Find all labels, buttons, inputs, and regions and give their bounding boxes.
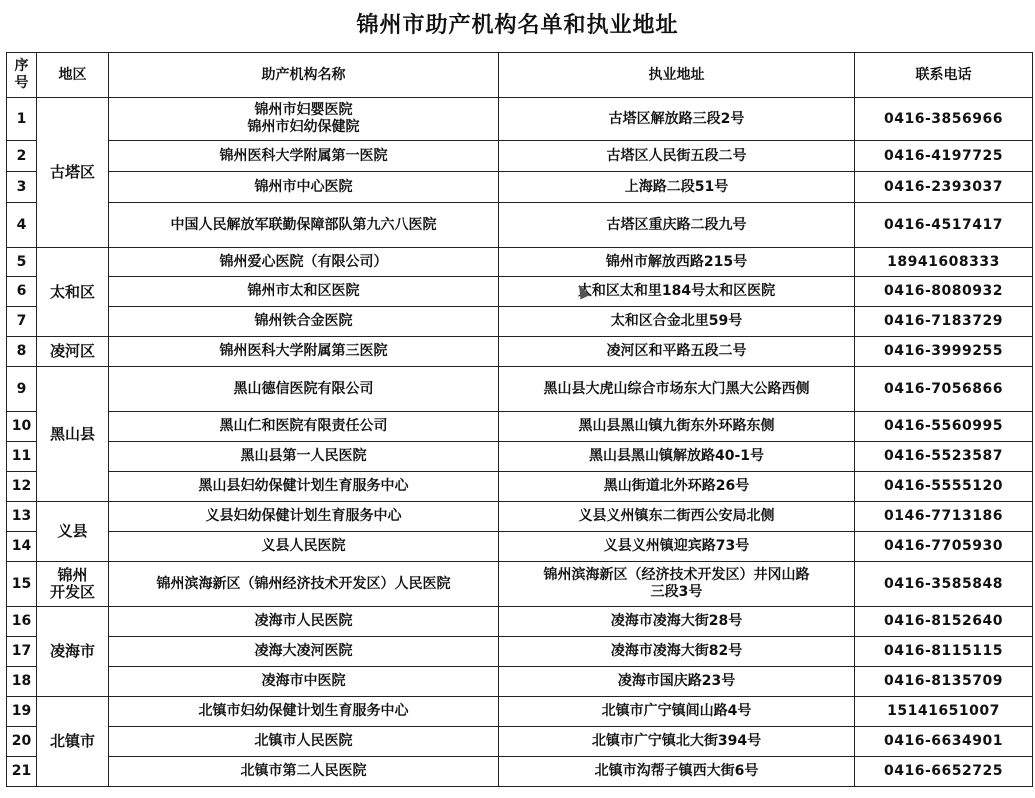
institution-table	[6, 52, 1033, 787]
institution-name	[109, 757, 499, 787]
row-seq: 7	[7, 307, 37, 337]
institution-address	[499, 697, 855, 727]
institution-name	[109, 442, 499, 472]
institution-name	[109, 562, 499, 607]
row-seq: 3	[7, 172, 37, 203]
institution-name-line: 北镇市妇幼保健计划生育服务中心	[198, 703, 409, 719]
header-seq: 序 号	[7, 53, 37, 98]
row-seq: 6	[7, 277, 37, 307]
header-district: 地区	[37, 53, 109, 98]
institution-address	[499, 307, 855, 337]
row-seq: 8	[7, 337, 37, 367]
institution-address	[499, 248, 855, 277]
institution-address-line: 义县义州镇迎宾路73号	[603, 538, 750, 554]
institution-address-line: 凌河区和平路五段二号	[606, 343, 747, 359]
institution-address-line: 黑山街道北外环路26号	[603, 478, 750, 494]
table-row	[7, 277, 1033, 307]
table-row	[7, 412, 1033, 442]
institution-address	[499, 367, 855, 412]
district-cell	[37, 502, 109, 562]
institution-name	[109, 637, 499, 667]
table-row	[7, 607, 1033, 637]
row-seq: 4	[7, 203, 37, 248]
institution-address-line: 三段3号	[650, 584, 703, 600]
institution-address-line: 黑山县黑山镇九街东外环路东侧	[578, 418, 775, 434]
institution-name	[109, 248, 499, 277]
row-seq: 12	[7, 472, 37, 502]
table-row	[7, 532, 1033, 562]
institution-name-line: 北镇市第二人民医院	[240, 763, 367, 779]
contact-phone: 0416-7056866	[855, 367, 1033, 412]
contact-phone: 0416-4197725	[855, 141, 1033, 172]
institution-name	[109, 141, 499, 172]
row-seq: 20	[7, 727, 37, 757]
row-seq: 1	[7, 98, 37, 141]
header-address: 执业地址	[499, 53, 855, 98]
institution-name	[109, 203, 499, 248]
institution-name-line: 锦州铁合金医院	[254, 313, 353, 329]
contact-phone: 0416-5523587	[855, 442, 1033, 472]
institution-name-line: 凌海大凌河医院	[254, 643, 353, 659]
institution-name-line: 黑山仁和医院有限责任公司	[219, 418, 388, 434]
institution-address	[499, 502, 855, 532]
table-row	[7, 697, 1033, 727]
table-row	[7, 562, 1033, 607]
institution-address	[499, 667, 855, 697]
institution-address-line: 凌海市凌海大街82号	[610, 643, 743, 659]
institution-name	[109, 502, 499, 532]
institution-name-line: 锦州爱心医院（有限公司）	[219, 253, 388, 270]
institution-name-line: 锦州滨海新区（锦州经济技术开发区）人民医院	[156, 575, 451, 592]
contact-phone: 0416-4517417	[855, 203, 1033, 248]
document-title: 锦州市助产机构名单和执业地址	[356, 13, 679, 38]
contact-phone: 0416-6652725	[855, 757, 1033, 787]
table-row	[7, 203, 1033, 248]
contact-phone: 0416-5555120	[855, 472, 1033, 502]
row-seq: 11	[7, 442, 37, 472]
contact-phone: 0416-8115115	[855, 637, 1033, 667]
table-row	[7, 442, 1033, 472]
institution-name	[109, 367, 499, 412]
district-cell	[37, 248, 109, 337]
institution-address-line: 北镇市沟帮子镇西大街6号	[594, 763, 759, 779]
institution-address	[499, 532, 855, 562]
institution-address	[499, 727, 855, 757]
institution-address-line: 凌海市国庆路23号	[617, 673, 736, 689]
header-phone: 联系电话	[855, 53, 1033, 98]
row-seq: 2	[7, 141, 37, 172]
header-institution: 助产机构名称	[109, 53, 499, 98]
institution-name	[109, 307, 499, 337]
institution-name-line: 义县人民医院	[261, 538, 346, 554]
institution-name-line: 锦州市中心医院	[254, 178, 353, 195]
contact-phone: 0416-3999255	[855, 337, 1033, 367]
institution-address	[499, 562, 855, 607]
contact-phone: 0416-8152640	[855, 607, 1033, 637]
institution-name	[109, 98, 499, 141]
institution-name	[109, 172, 499, 203]
row-seq: 14	[7, 532, 37, 562]
table-row	[7, 667, 1033, 697]
table-row	[7, 637, 1033, 667]
district-cell	[37, 562, 109, 607]
table-row	[7, 727, 1033, 757]
institution-address-line: 锦州市解放西路215号	[605, 253, 748, 270]
contact-phone: 0416-8080932	[855, 277, 1033, 307]
institution-address-line: 太和区太和里184号太和区医院	[577, 283, 776, 299]
table-row	[7, 98, 1033, 141]
institution-address	[499, 637, 855, 667]
row-seq: 5	[7, 248, 37, 277]
contact-phone: 0416-7183729	[855, 307, 1033, 337]
institution-name	[109, 697, 499, 727]
institution-address	[499, 607, 855, 637]
institution-address-line: 上海路二段51号	[624, 178, 729, 195]
table-row	[7, 172, 1033, 203]
institution-address	[499, 172, 855, 203]
institution-address-line: 黑山县大虎山综合市场东大门黑大公路西侧	[543, 380, 810, 397]
institution-name-line: 锦州市妇幼保健院	[247, 119, 360, 135]
institution-name	[109, 532, 499, 562]
district-cell	[37, 697, 109, 787]
contact-phone: 18941608333	[855, 248, 1033, 277]
institution-address	[499, 141, 855, 172]
row-seq: 18	[7, 667, 37, 697]
institution-address-line: 北镇市广宁镇闾山路4号	[601, 703, 752, 719]
table-body	[7, 98, 1033, 787]
row-seq: 21	[7, 757, 37, 787]
district-cell-line: 古塔区	[49, 163, 95, 181]
institution-name-line: 凌海市中医院	[261, 673, 346, 689]
institution-address	[499, 337, 855, 367]
contact-phone: 0416-3856966	[855, 98, 1033, 141]
district-cell-line: 锦州	[57, 566, 88, 584]
institution-name	[109, 667, 499, 697]
table-row	[7, 141, 1033, 172]
institution-address	[499, 472, 855, 502]
institution-name	[109, 337, 499, 367]
contact-phone: 0416-5560995	[855, 412, 1033, 442]
row-seq: 15	[7, 562, 37, 607]
district-cell	[37, 337, 109, 367]
institution-name-line: 中国人民解放军联勤保障部队第九六八医院	[170, 216, 437, 233]
institution-address-line: 古塔区人民街五段二号	[606, 147, 747, 164]
institution-address-line: 锦州滨海新区（经济技术开发区）井冈山路	[543, 567, 810, 583]
district-cell-line: 太和区	[49, 282, 95, 301]
district-cell-line: 开发区	[49, 583, 95, 601]
institution-name	[109, 472, 499, 502]
row-seq: 17	[7, 637, 37, 667]
contact-phone: 0416-2393037	[855, 172, 1033, 203]
institution-name-line: 黑山县妇幼保健计划生育服务中心	[198, 478, 409, 494]
table-row	[7, 248, 1033, 277]
district-cell-line: 凌海市	[49, 642, 95, 660]
row-seq: 10	[7, 412, 37, 442]
institution-name-line: 黑山德信医院有限公司	[233, 380, 374, 397]
contact-phone: 0146-7713186	[855, 502, 1033, 532]
institution-address-line: 古塔区解放路三段2号	[608, 110, 745, 127]
table-header-row	[7, 53, 1033, 98]
contact-phone: 15141651007	[855, 697, 1033, 727]
table-row	[7, 757, 1033, 787]
district-cell-line: 北镇市	[49, 732, 95, 750]
district-cell	[37, 607, 109, 697]
institution-address	[499, 412, 855, 442]
district-cell-line: 义县	[57, 522, 88, 540]
institution-address-line: 义县义州镇东二街西公安局北侧	[578, 508, 775, 524]
institution-name	[109, 607, 499, 637]
table-row	[7, 367, 1033, 412]
institution-address	[499, 203, 855, 248]
row-seq: 16	[7, 607, 37, 637]
institution-address-line: 黑山县黑山镇解放路40-1号	[588, 448, 765, 464]
district-cell-line: 凌河区	[49, 342, 95, 360]
institution-name-line: 锦州市妇婴医院	[254, 102, 353, 118]
institution-name-line: 北镇市人民医院	[254, 733, 353, 749]
row-seq: 13	[7, 502, 37, 532]
table-row	[7, 472, 1033, 502]
row-seq: 19	[7, 697, 37, 727]
institution-name-line: 义县妇幼保健计划生育服务中心	[205, 508, 402, 524]
contact-phone: 0416-6634901	[855, 727, 1033, 757]
institution-address-line: 太和区合金北里59号	[610, 313, 743, 329]
institution-address	[499, 757, 855, 787]
institution-address-line: 凌海市凌海大街28号	[610, 613, 743, 629]
institution-address	[499, 277, 855, 307]
institution-address	[499, 442, 855, 472]
institution-address-line: 古塔区重庆路二段九号	[606, 216, 747, 233]
institution-name-line: 黑山县第一人民医院	[240, 448, 367, 464]
district-cell-line: 黑山县	[49, 424, 95, 443]
row-seq: 9	[7, 367, 37, 412]
institution-name-line: 锦州医科大学附属第一医院	[219, 147, 388, 164]
table-row	[7, 337, 1033, 367]
district-cell	[37, 367, 109, 502]
institution-name-line: 锦州医科大学附属第三医院	[219, 343, 388, 359]
institution-name	[109, 727, 499, 757]
contact-phone: 0416-8135709	[855, 667, 1033, 697]
table-row	[7, 502, 1033, 532]
institution-name	[109, 277, 499, 307]
institution-name-line: 锦州市太和区医院	[247, 283, 360, 299]
contact-phone: 0416-7705930	[855, 532, 1033, 562]
table-row	[7, 307, 1033, 337]
institution-address	[499, 98, 855, 141]
institution-name-line: 凌海市人民医院	[254, 613, 353, 629]
institution-address-line: 北镇市广宁镇北大街394号	[591, 733, 762, 749]
institution-name	[109, 412, 499, 442]
district-cell	[37, 98, 109, 248]
contact-phone: 0416-3585848	[855, 562, 1033, 607]
